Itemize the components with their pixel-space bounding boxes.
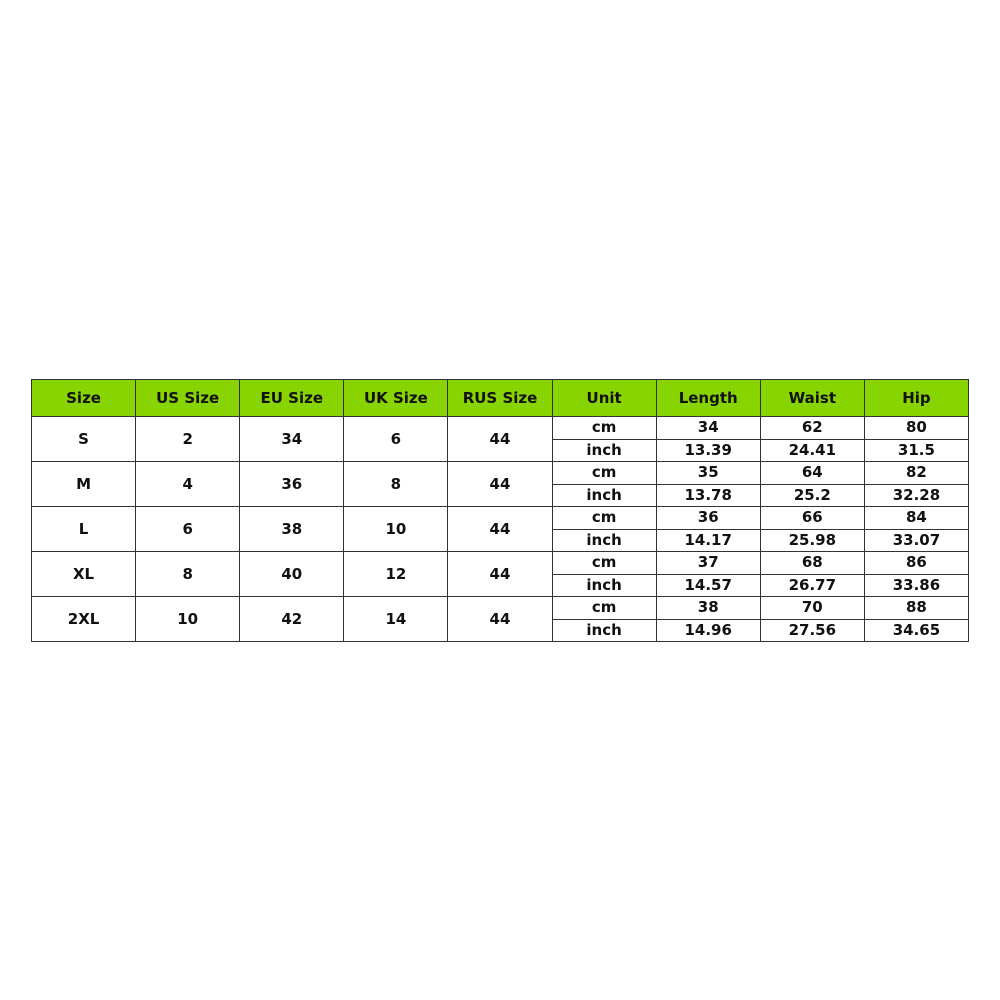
waist-cell: 64	[760, 462, 864, 485]
uk-size-cell: 14	[344, 597, 448, 642]
unit-cell: inch	[552, 619, 656, 642]
rus-size-cell: 44	[448, 507, 552, 552]
waist-cell: 24.41	[760, 439, 864, 462]
us-size-cell: 6	[136, 507, 240, 552]
hip-cell: 33.07	[864, 529, 968, 552]
hip-cell: 31.5	[864, 439, 968, 462]
unit-cell: inch	[552, 574, 656, 597]
unit-cell: cm	[552, 462, 656, 485]
unit-cell: inch	[552, 529, 656, 552]
header-rus-size: RUS Size	[448, 380, 552, 417]
eu-size-cell: 36	[240, 462, 344, 507]
hip-cell: 88	[864, 597, 968, 620]
waist-cell: 27.56	[760, 619, 864, 642]
length-cell: 13.78	[656, 484, 760, 507]
length-cell: 13.39	[656, 439, 760, 462]
unit-cell: inch	[552, 439, 656, 462]
header-unit: Unit	[552, 380, 656, 417]
eu-size-cell: 42	[240, 597, 344, 642]
hip-cell: 34.65	[864, 619, 968, 642]
waist-cell: 26.77	[760, 574, 864, 597]
size-cell: M	[32, 462, 136, 507]
size-chart-table	[31, 379, 969, 642]
hip-cell: 86	[864, 552, 968, 575]
table-row	[32, 417, 969, 440]
header-length: Length	[656, 380, 760, 417]
hip-cell: 82	[864, 462, 968, 485]
hip-cell: 32.28	[864, 484, 968, 507]
unit-cell: cm	[552, 597, 656, 620]
unit-cell: cm	[552, 552, 656, 575]
length-cell: 38	[656, 597, 760, 620]
size-cell: S	[32, 417, 136, 462]
table-row	[32, 462, 969, 485]
length-cell: 14.17	[656, 529, 760, 552]
length-cell: 37	[656, 552, 760, 575]
uk-size-cell: 10	[344, 507, 448, 552]
rus-size-cell: 44	[448, 552, 552, 597]
size-cell: L	[32, 507, 136, 552]
table-row	[32, 552, 969, 575]
eu-size-cell: 38	[240, 507, 344, 552]
rus-size-cell: 44	[448, 462, 552, 507]
unit-cell: cm	[552, 417, 656, 440]
hip-cell: 80	[864, 417, 968, 440]
header-uk-size: UK Size	[344, 380, 448, 417]
us-size-cell: 2	[136, 417, 240, 462]
unit-cell: inch	[552, 484, 656, 507]
size-cell: 2XL	[32, 597, 136, 642]
uk-size-cell: 12	[344, 552, 448, 597]
length-cell: 14.57	[656, 574, 760, 597]
length-cell: 14.96	[656, 619, 760, 642]
hip-cell: 33.86	[864, 574, 968, 597]
eu-size-cell: 40	[240, 552, 344, 597]
header-us-size: US Size	[136, 380, 240, 417]
length-cell: 36	[656, 507, 760, 530]
waist-cell: 25.98	[760, 529, 864, 552]
length-cell: 35	[656, 462, 760, 485]
us-size-cell: 10	[136, 597, 240, 642]
waist-cell: 66	[760, 507, 864, 530]
waist-cell: 62	[760, 417, 864, 440]
eu-size-cell: 34	[240, 417, 344, 462]
unit-cell: cm	[552, 507, 656, 530]
uk-size-cell: 6	[344, 417, 448, 462]
size-cell: XL	[32, 552, 136, 597]
waist-cell: 70	[760, 597, 864, 620]
header-eu-size: EU Size	[240, 380, 344, 417]
table-body	[32, 417, 969, 642]
waist-cell: 25.2	[760, 484, 864, 507]
rus-size-cell: 44	[448, 417, 552, 462]
header-hip: Hip	[864, 380, 968, 417]
rus-size-cell: 44	[448, 597, 552, 642]
header-size: Size	[32, 380, 136, 417]
uk-size-cell: 8	[344, 462, 448, 507]
header-waist: Waist	[760, 380, 864, 417]
waist-cell: 68	[760, 552, 864, 575]
table-row	[32, 597, 969, 620]
table-row	[32, 507, 969, 530]
us-size-cell: 8	[136, 552, 240, 597]
length-cell: 34	[656, 417, 760, 440]
hip-cell: 84	[864, 507, 968, 530]
us-size-cell: 4	[136, 462, 240, 507]
header-row	[32, 380, 969, 417]
